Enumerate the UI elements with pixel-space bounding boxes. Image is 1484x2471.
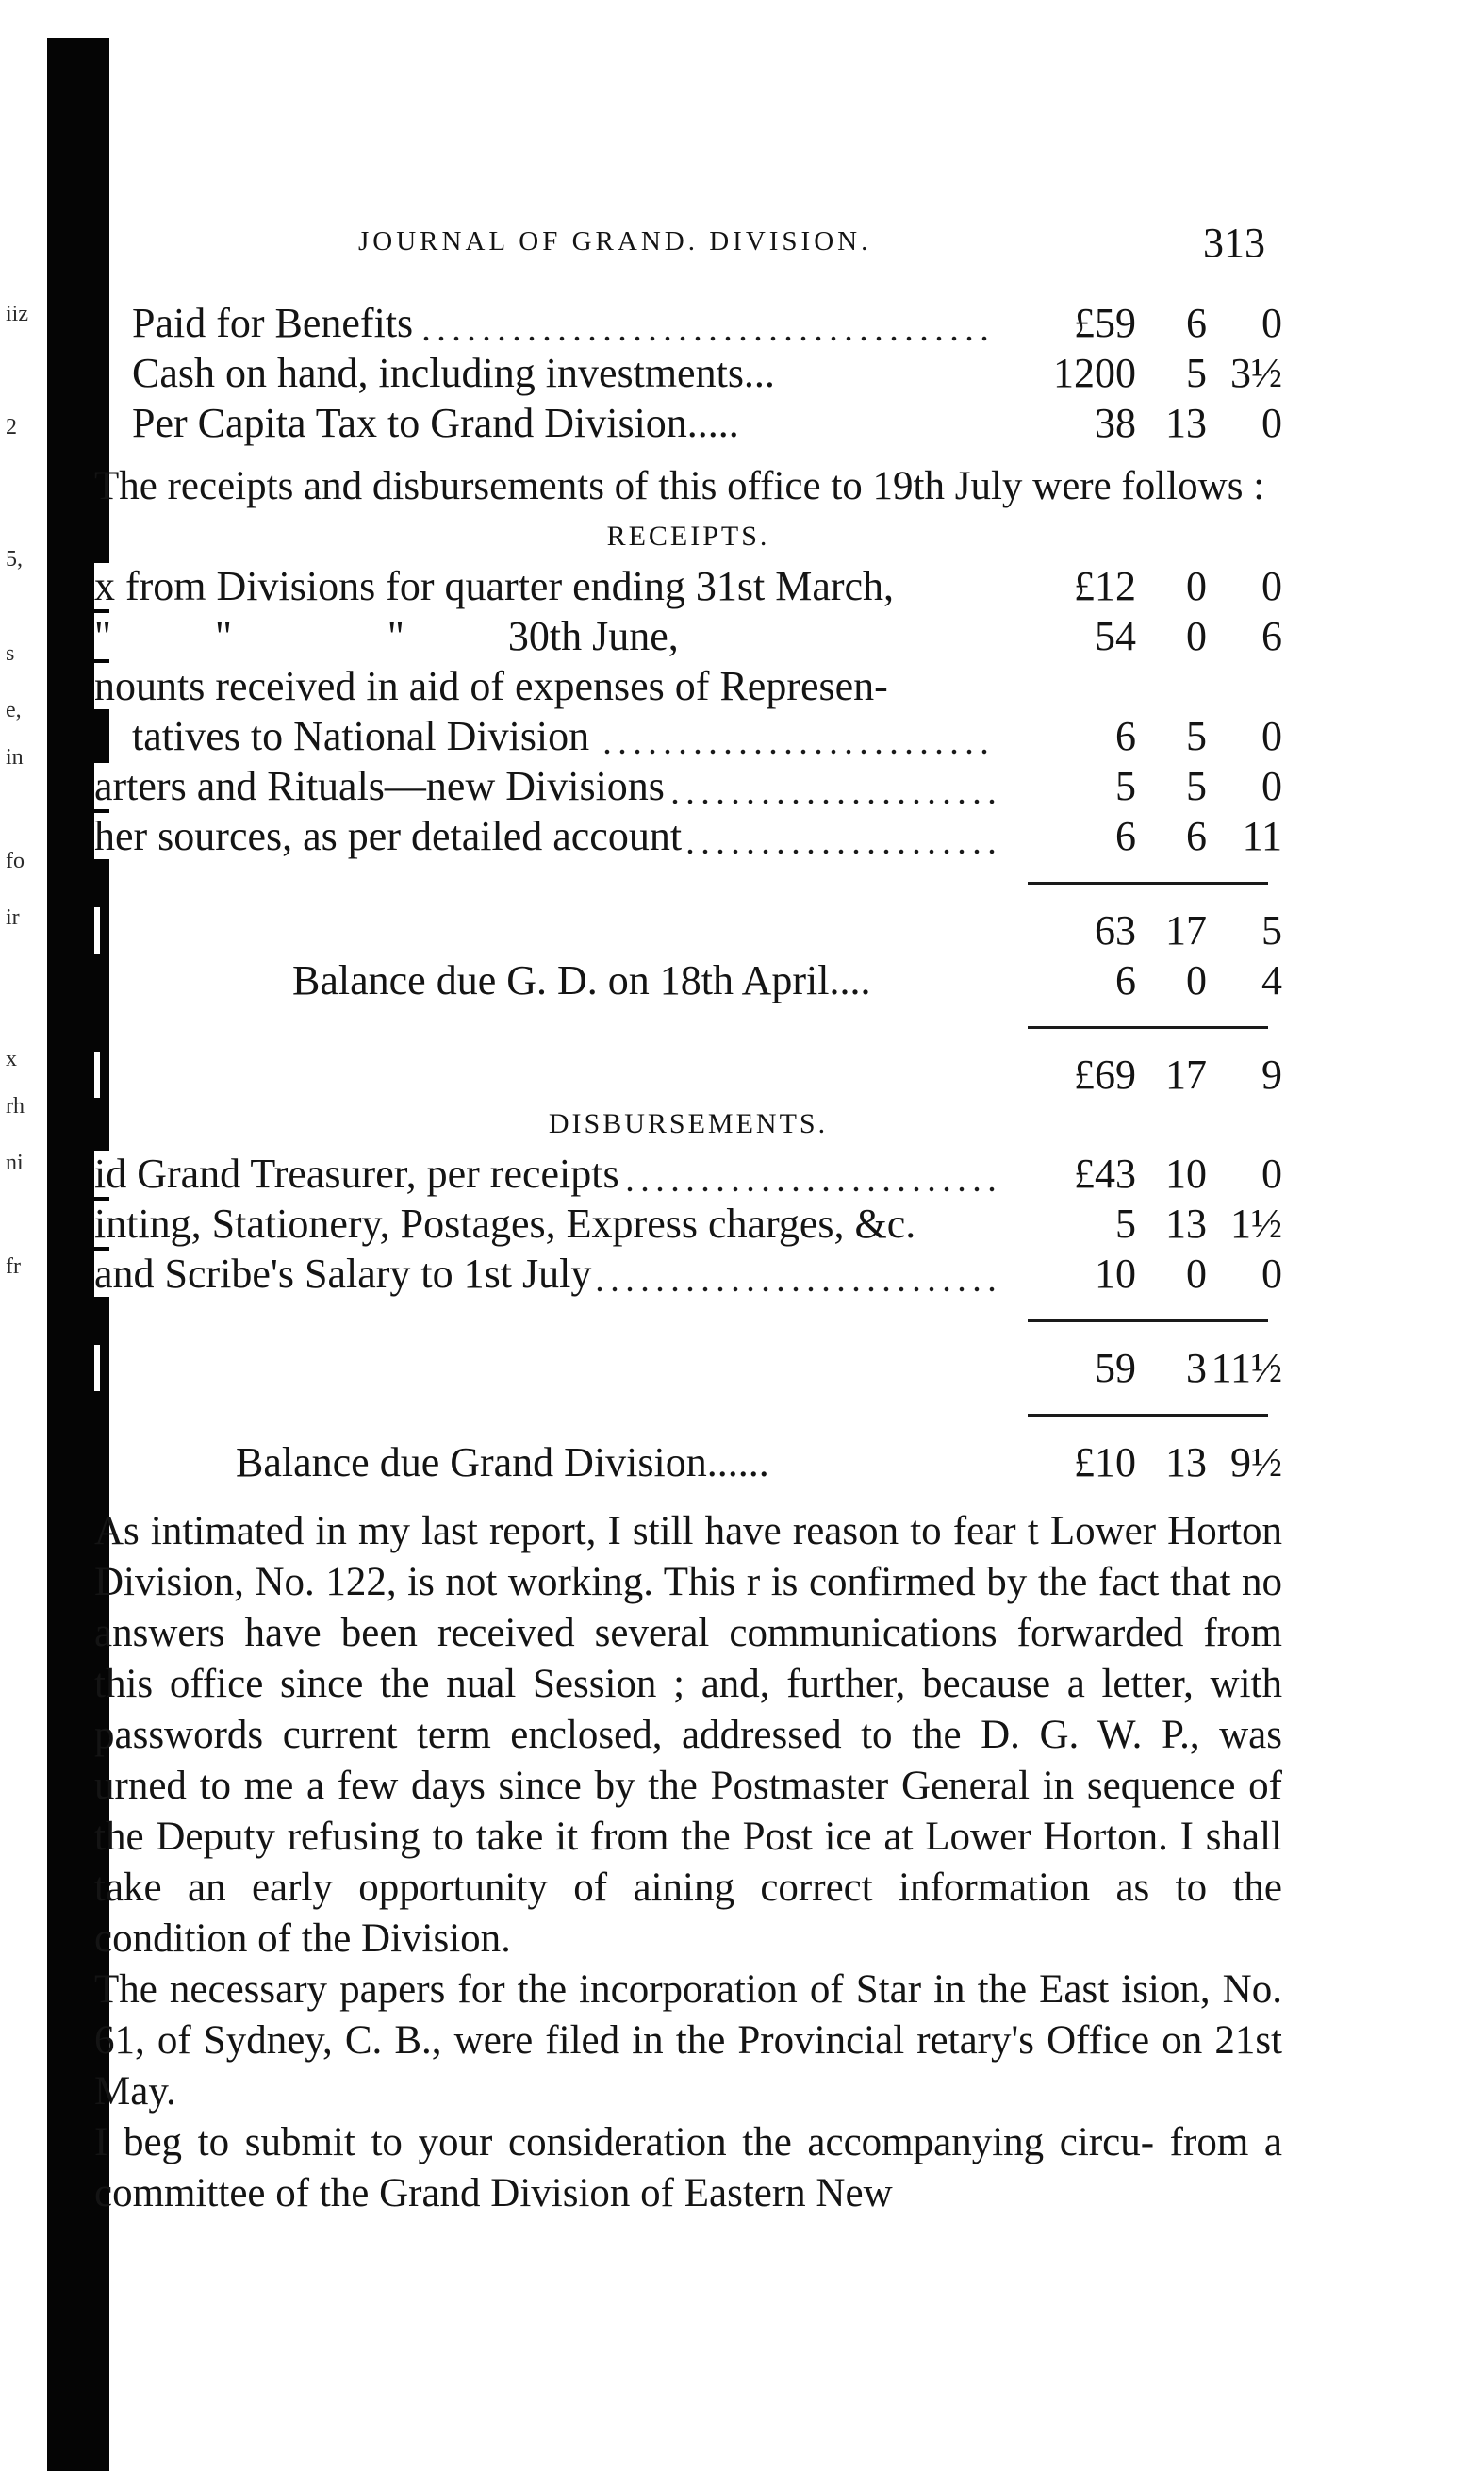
row-label: Paid for Benefits (132, 300, 419, 346)
amount-pence: 0 (1261, 400, 1282, 446)
margin-fragment: ir (6, 905, 20, 930)
row-label: Balance due Grand Division...... (236, 1439, 775, 1485)
row-label: Balance due G. D. on 18th April.... (292, 957, 876, 1003)
margin-fragment: x (6, 1047, 17, 1071)
row-label: inting, Stationery, Postages, Express charges, &c. (94, 1201, 921, 1247)
summary-table (94, 298, 1282, 448)
margin-fragment: e, (6, 698, 22, 722)
amount-pounds: £43 (1074, 1151, 1136, 1197)
receipts-table (94, 561, 1282, 1100)
margin-fragment: fr (6, 1254, 21, 1279)
row-label: id Grand Treasurer, per receipts (94, 1151, 625, 1197)
margin-fragment: 2 (6, 415, 17, 439)
disbursements-total-row (94, 1343, 1282, 1393)
receipt-row (94, 711, 1282, 761)
page-number: 313 (1203, 220, 1265, 266)
receipt-row (94, 661, 1282, 711)
summary-row (94, 298, 1282, 348)
amount-shillings: 0 (1186, 1251, 1207, 1297)
running-head: JOURNAL OF GRAND. DIVISION. (358, 226, 872, 257)
amount-shillings: 13 (1165, 1201, 1207, 1247)
amount-pence: 3½ (1230, 350, 1282, 396)
intro-paragraph (94, 461, 1282, 512)
disbursements-table (94, 1149, 1282, 1487)
amount-pounds: 5 (1115, 1201, 1136, 1247)
amount-shillings: 13 (1165, 400, 1207, 446)
amount-pounds: 5 (1115, 763, 1136, 809)
amount-pounds: 6 (1115, 813, 1136, 859)
margin-fragment: rh (6, 1094, 25, 1119)
row-label: " " " 30th June, (94, 613, 684, 659)
receipts-balance-row (94, 955, 1282, 1005)
receipt-row (94, 761, 1282, 811)
amount-shillings: 17 (1165, 1052, 1207, 1098)
amount-pence: 0 (1261, 763, 1282, 809)
disbursement-row (94, 1249, 1282, 1299)
amount-pounds: 54 (1095, 613, 1136, 659)
receipts-subtotal-row (94, 905, 1282, 955)
amount-shillings: 3 (1186, 1345, 1207, 1391)
amount-shillings: 5 (1186, 713, 1207, 759)
amount-pence: 5 (1261, 907, 1282, 954)
amount-shillings: 6 (1186, 813, 1207, 859)
receipts-total-row (94, 1050, 1282, 1100)
margin-fragment: in (6, 745, 24, 770)
disbursement-row (94, 1149, 1282, 1199)
amount-pounds: 63 (1095, 907, 1136, 954)
row-label: Per Capita Tax to Grand Division..... (132, 400, 745, 446)
row-label: and Scribe's Salary to 1st July (94, 1251, 597, 1297)
report-text (94, 1506, 1282, 2219)
amount-shillings: 5 (1186, 763, 1207, 809)
receipt-row (94, 611, 1282, 661)
paragraph: As intimated in my last report, I still have reason to fear t Lower Horton Division, No. 122, is not working. This r is confirmed by the fact that no answers have been received several communications forwarded from this office since the nual Session ; and, further, because a letter, with passwords current term enclosed, addressed to the D. G. W. P., was urned to me a few days since by the Postmaster General in sequence of the Deputy refusing to take it from the Post ice at Lower Horton. I shall take an early opportunity of aining correct information as to the condition of the Division. (94, 1509, 1282, 1961)
amount-pounds: £59 (1074, 300, 1136, 346)
amount-shillings: 0 (1186, 957, 1207, 1003)
page-header (0, 219, 1484, 266)
amount-pounds: 6 (1115, 713, 1136, 759)
amount-shillings: 6 (1186, 300, 1207, 346)
amount-pence: 4 (1261, 957, 1282, 1003)
amount-pence: 6 (1261, 613, 1282, 659)
row-label: x from Divisions for quarter ending 31st March, (94, 563, 899, 609)
margin-fragment: s (6, 641, 15, 666)
row-label: Cash on hand, including investments... (132, 350, 781, 396)
page-body (94, 298, 1282, 2219)
amount-pence: 0 (1261, 300, 1282, 346)
row-label: nounts received in aid of expenses of Represen- (94, 663, 894, 709)
row-label: her sources, as per detailed account (94, 813, 687, 859)
amount-pence: 1½ (1230, 1201, 1282, 1247)
amount-shillings: 0 (1186, 613, 1207, 659)
amount-pounds: 6 (1115, 957, 1136, 1003)
amount-shillings: 17 (1165, 907, 1207, 954)
amount-pence: 0 (1261, 1251, 1282, 1297)
margin-fragment: 5, (6, 547, 23, 572)
amount-pounds: £12 (1074, 563, 1136, 609)
amount-pence: 0 (1261, 1151, 1282, 1197)
amount-shillings: 5 (1186, 350, 1207, 396)
amount-pence: 0 (1261, 713, 1282, 759)
disbursements-title: DISBURSEMENTS. (548, 1108, 829, 1139)
amount-pounds: £69 (1074, 1052, 1136, 1098)
receipt-row (94, 561, 1282, 611)
margin-fragment: ni (6, 1151, 24, 1175)
amount-pounds: £10 (1074, 1439, 1136, 1485)
amount-pence: 0 (1261, 563, 1282, 609)
receipt-row (94, 811, 1282, 861)
disbursement-row (94, 1199, 1282, 1249)
row-label: arters and Rituals—new Divisions (94, 763, 670, 809)
intro-text: The receipts and disbursements of this office to 19th July were follows : (94, 464, 1265, 508)
receipts-title: RECEIPTS. (606, 521, 770, 552)
amount-pence: 9 (1261, 1052, 1282, 1098)
amount-pence: 11 (1242, 813, 1282, 859)
amount-shillings: 13 (1165, 1439, 1207, 1485)
amount-pounds: 38 (1095, 400, 1136, 446)
summary-row (94, 348, 1282, 398)
amount-pence: 11½ (1211, 1345, 1282, 1391)
amount-pounds: 1200 (1053, 350, 1136, 396)
paragraph: I beg to submit to your consideration the accompanying circu- from a committee of the Grand Division of Eastern New (94, 2120, 1282, 2215)
amount-shillings: 10 (1165, 1151, 1207, 1197)
margin-fragment: fo (6, 849, 25, 873)
margin-fragment: iiz (6, 302, 28, 326)
summary-row (94, 398, 1282, 448)
row-label: tatives to National Division (132, 713, 595, 759)
amount-shillings: 0 (1186, 563, 1207, 609)
amount-pounds: 59 (1095, 1345, 1136, 1391)
final-balance-row (94, 1437, 1282, 1487)
amount-pounds: 10 (1095, 1251, 1136, 1297)
amount-pence: 9½ (1230, 1439, 1282, 1485)
paragraph: The necessary papers for the incorporation of Star in the East ision, No. 61, of Sydney, C. B., were filed in the Provincial retary's Office on 21st May. (94, 1967, 1282, 2114)
